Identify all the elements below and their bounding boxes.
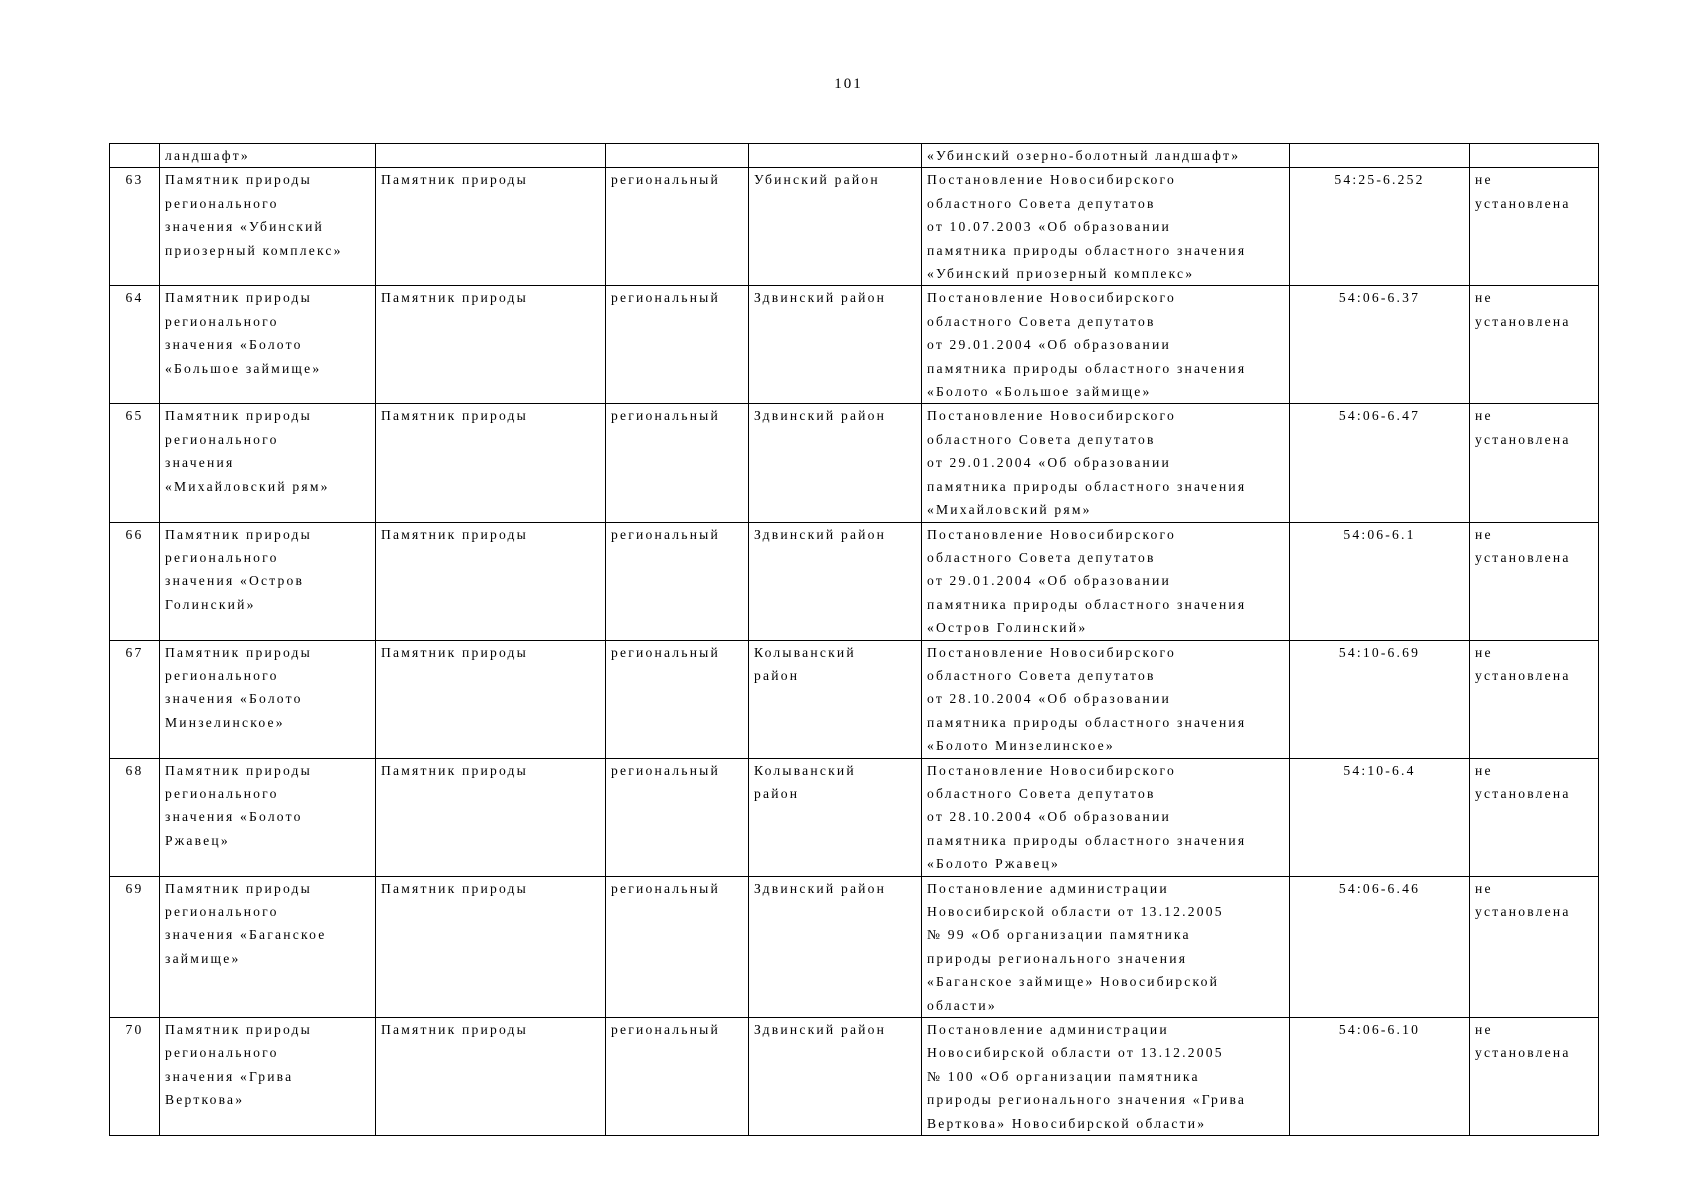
cell-district [749, 144, 922, 168]
cell-number: 66 [110, 522, 160, 640]
cell-document: Постановление Новосибирского областного Совета депутатов от 29.01.2004 «Об образовании памятника природы областного значения «Болото «Большое займище» [922, 286, 1290, 404]
table-row [110, 522, 1599, 640]
cell-name: ландшафт» [160, 144, 376, 168]
cell-number: 67 [110, 640, 160, 758]
cell-document: «Убинский озерно-болотный ландшафт» [922, 144, 1290, 168]
cell-district: Колыванский район [749, 640, 922, 758]
cell-name: Памятник природы регионального значения «Болото Ржавец» [160, 758, 376, 876]
table-row [110, 404, 1599, 522]
cell-number: 68 [110, 758, 160, 876]
cell-document: Постановление Новосибирского областного Совета депутатов от 28.10.2004 «Об образовании памятника природы областного значения «Болото Минзелинское» [922, 640, 1290, 758]
cell-number: 69 [110, 876, 160, 1017]
cell-district: Здвинский район [749, 876, 922, 1017]
cell-cadastral-code: 54:10-6.4 [1290, 758, 1470, 876]
cell-significance: региональный [606, 640, 749, 758]
cell-name: Памятник природы регионального значения «Болото Минзелинское» [160, 640, 376, 758]
cell-status: не установлена [1470, 640, 1599, 758]
table-row-continuation [110, 144, 1599, 168]
cell-name: Памятник природы регионального значения «Остров Голинский» [160, 522, 376, 640]
cell-significance: региональный [606, 522, 749, 640]
cell-name: Памятник природы регионального значения «Болото «Большое займище» [160, 286, 376, 404]
table-row [110, 758, 1599, 876]
cell-status: не установлена [1470, 286, 1599, 404]
cell-name: Памятник природы регионального значения «Убинский приозерный комплекс» [160, 168, 376, 286]
cell-document: Постановление администрации Новосибирской области от 13.12.2005 № 100 «Об организации памятника природы регионального значения «Грива Верткова» Новосибирской области» [922, 1018, 1290, 1136]
cell-cadastral-code: 54:06-6.37 [1290, 286, 1470, 404]
cell-cadastral-code: 54:25-6.252 [1290, 168, 1470, 286]
page-number: 101 [834, 76, 863, 92]
cell-number: 63 [110, 168, 160, 286]
cell-name: Памятник природы регионального значения «Михайловский рям» [160, 404, 376, 522]
table-row [110, 876, 1599, 1017]
cell-status: не установлена [1470, 1018, 1599, 1136]
table-row [110, 286, 1599, 404]
cell-category: Памятник природы [376, 758, 606, 876]
cell-document: Постановление Новосибирского областного Совета депутатов от 28.10.2004 «Об образовании памятника природы областного значения «Болото Ржавец» [922, 758, 1290, 876]
cell-name: Памятник природы регионального значения «Грива Верткова» [160, 1018, 376, 1136]
cell-number [110, 144, 160, 168]
cell-status: не установлена [1470, 758, 1599, 876]
cell-category [376, 144, 606, 168]
cell-status: не установлена [1470, 404, 1599, 522]
cell-district: Убинский район [749, 168, 922, 286]
cell-number: 64 [110, 286, 160, 404]
cell-document: Постановление Новосибирского областного Совета депутатов от 10.07.2003 «Об образовании памятника природы областного значения «Убинский приозерный комплекс» [922, 168, 1290, 286]
cell-significance: региональный [606, 286, 749, 404]
cell-number: 70 [110, 1018, 160, 1136]
cell-status: не установлена [1470, 522, 1599, 640]
cell-significance: региональный [606, 404, 749, 522]
cell-number: 65 [110, 404, 160, 522]
cell-significance: региональный [606, 168, 749, 286]
cell-name: Памятник природы регионального значения «Баганское займище» [160, 876, 376, 1017]
cell-category: Памятник природы [376, 286, 606, 404]
table-row [110, 1018, 1599, 1136]
cell-category: Памятник природы [376, 876, 606, 1017]
cell-cadastral-code: 54:06-6.1 [1290, 522, 1470, 640]
cell-cadastral-code: 54:06-6.47 [1290, 404, 1470, 522]
cell-significance: региональный [606, 876, 749, 1017]
cell-document: Постановление администрации Новосибирской области от 13.12.2005 № 99 «Об организации памятника природы регионального значения «Баганское займище» Новосибирской области» [922, 876, 1290, 1017]
table-row [110, 640, 1599, 758]
cell-cadastral-code: 54:10-6.69 [1290, 640, 1470, 758]
cell-category: Памятник природы [376, 1018, 606, 1136]
cell-category: Памятник природы [376, 522, 606, 640]
cell-document: Постановление Новосибирского областного Совета депутатов от 29.01.2004 «Об образовании памятника природы областного значения «Остров Голинский» [922, 522, 1290, 640]
cell-status [1470, 144, 1599, 168]
cell-cadastral-code [1290, 144, 1470, 168]
cell-significance [606, 144, 749, 168]
cell-cadastral-code: 54:06-6.10 [1290, 1018, 1470, 1136]
cell-cadastral-code: 54:06-6.46 [1290, 876, 1470, 1017]
cell-category: Памятник природы [376, 640, 606, 758]
cell-district: Здвинский район [749, 404, 922, 522]
cell-category: Памятник природы [376, 404, 606, 522]
table-row [110, 168, 1599, 286]
cell-district: Колыванский район [749, 758, 922, 876]
cell-category: Памятник природы [376, 168, 606, 286]
cell-document: Постановление Новосибирского областного Совета депутатов от 29.01.2004 «Об образовании памятника природы областного значения «Михайловский рям» [922, 404, 1290, 522]
cell-significance: региональный [606, 758, 749, 876]
cell-district: Здвинский район [749, 286, 922, 404]
cell-district: Здвинский район [749, 1018, 922, 1136]
registry-table [109, 143, 1599, 1136]
cell-district: Здвинский район [749, 522, 922, 640]
cell-status: не установлена [1470, 876, 1599, 1017]
cell-status: не установлена [1470, 168, 1599, 286]
cell-significance: региональный [606, 1018, 749, 1136]
